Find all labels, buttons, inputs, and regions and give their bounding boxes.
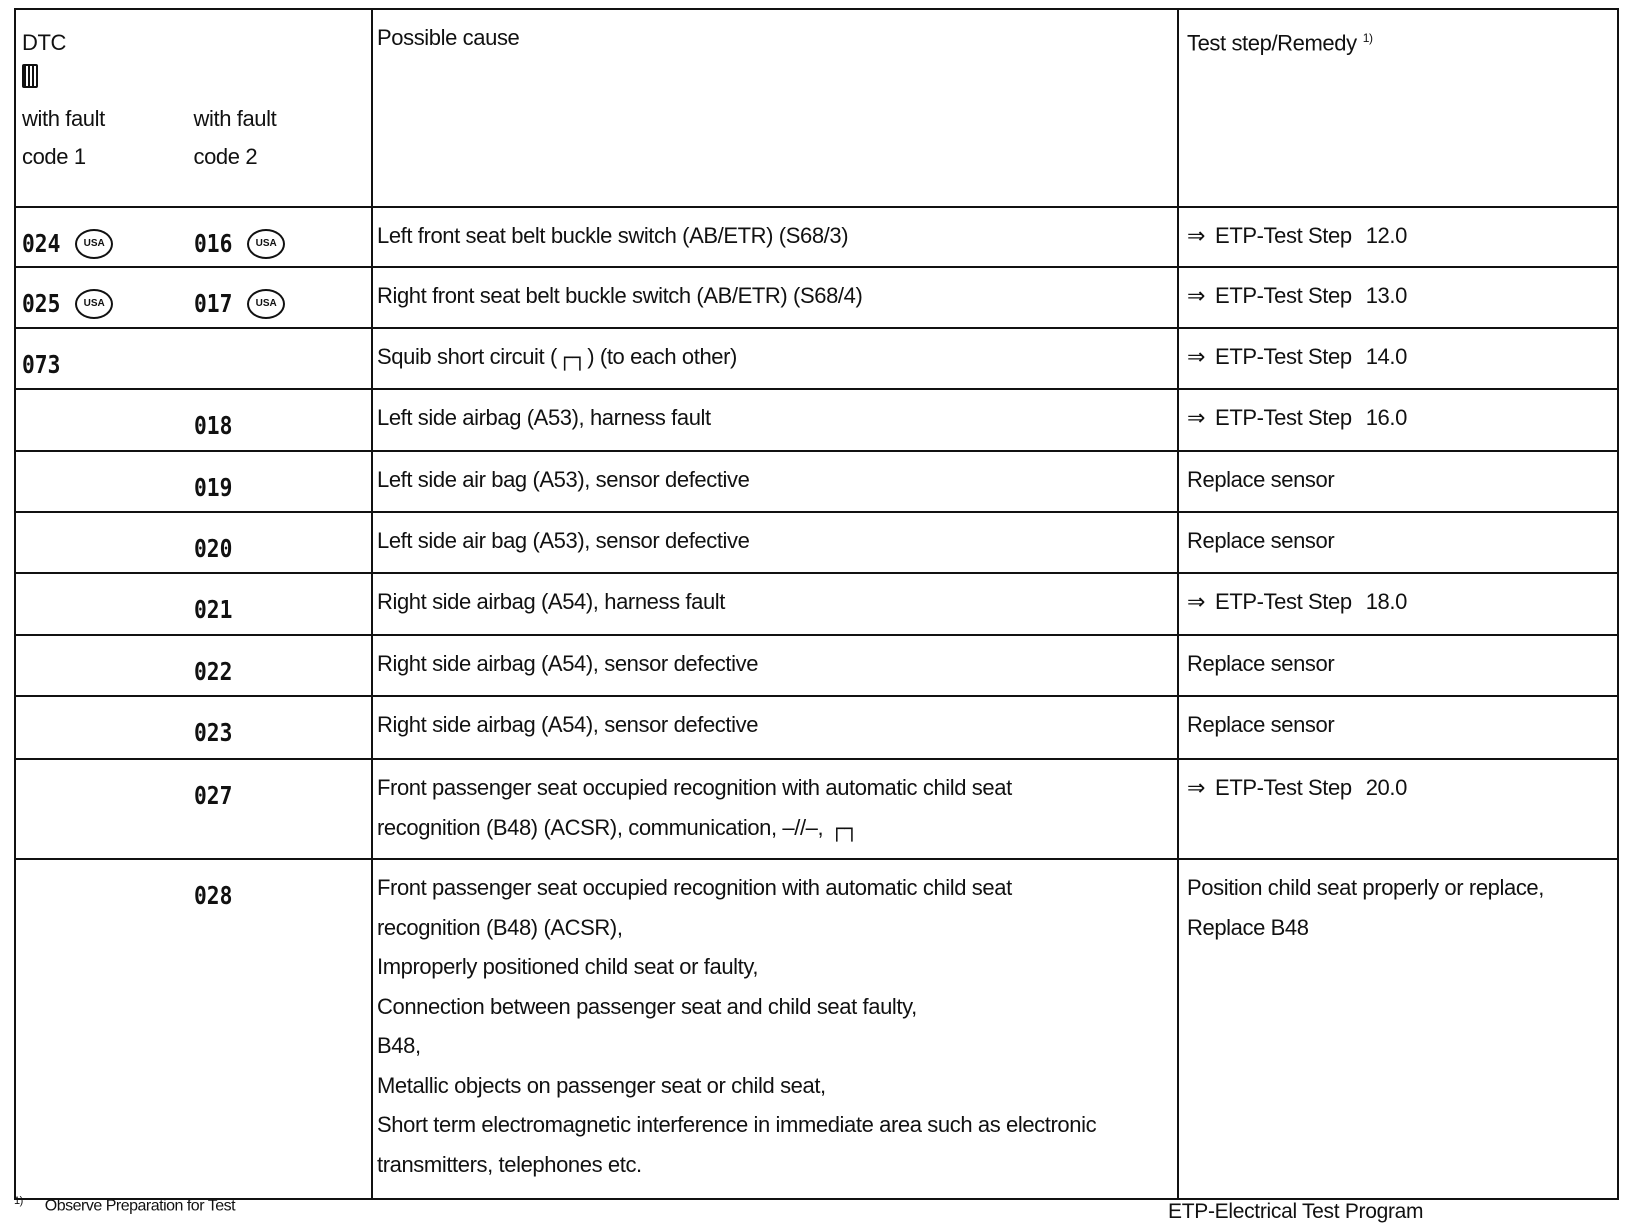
dtc-cell [15,207,372,267]
fault-code-2 [194,224,366,264]
cause-text: Right front seat belt buckle switch (AB/ETR) (S68/4) [377,283,863,308]
table-row [15,389,1618,451]
header-test-step-label: Test step/Remedy [1187,30,1357,56]
fault-code-2 [194,776,366,816]
header-possible-cause [372,9,1178,207]
table-row [15,635,1618,696]
remedy-text: ETP-Test Step [1215,405,1352,430]
footnote-number: 1) [14,1195,23,1207]
possible-cause-cell [372,573,1178,635]
header-dtc: DTC [22,30,67,55]
dtc-table [14,8,1619,1200]
cause-text: Left front seat belt buckle switch (AB/ETR) (S68/3) [377,223,849,248]
possible-cause-cell [372,635,1178,696]
cause-text: recognition (B48) (ACSR), communication, –//–, ┌┐ [377,814,860,840]
remedy-cell [1178,207,1618,267]
cause-text: Front passenger seat occupied recognition with automatic child seat [377,775,1012,800]
remedy-cell [1178,635,1618,696]
possible-cause-cell [372,451,1178,512]
dtc-code: 023 [194,718,233,747]
dtc-code: 024 [22,229,61,258]
fault-code-2 [194,652,366,692]
remedy-cell [1178,696,1618,759]
legend-etp: ETP-Electrical Test Program [1168,1200,1424,1223]
header-test-step [1178,9,1618,207]
usa-badge-icon: USA [75,229,113,259]
test-step-number: 12.0 [1365,223,1407,248]
fault-code-2 [194,468,366,508]
remedy-text: ETP-Test Step [1215,223,1352,248]
remedy-text: ETP-Test Step [1215,589,1352,614]
remedy-text: Replace sensor [1187,712,1335,737]
fault-code-2 [194,345,366,385]
usa-badge-icon: USA [75,289,113,319]
possible-cause-cell [372,328,1178,389]
footnote-text: Observe Preparation for Test [44,1197,236,1215]
fault-code-2 [194,529,366,569]
remedy-cell [1178,328,1618,389]
dtc-code: 022 [194,657,233,686]
possible-cause-cell [372,207,1178,267]
fault-code-1 [22,713,194,753]
cause-text: Connection between passenger seat and child seat faulty, [377,993,917,1019]
remedy-text: Position child seat properly or replace, [1187,875,1544,900]
cause-text: Right side airbag (A54), sensor defective [377,651,759,676]
cause-text: Front passenger seat occupied recognition with automatic child seat [377,875,1012,900]
possible-cause-cell [372,696,1178,759]
dtc-cell [15,696,372,759]
dtc-code: 016 [194,229,233,258]
fault-code-1 [22,468,194,508]
possible-cause-cell [372,859,1178,1199]
remedy-cell [1178,573,1618,635]
dtc-cell [15,759,372,859]
cause-text: Short term electromagnetic interference in immediate area such as electronic [377,1112,1097,1137]
fault-code-1 [22,284,194,324]
dtc-code: 017 [194,289,233,318]
fault-code-1 [22,529,194,569]
dtc-code: 028 [194,881,233,910]
dtc-cell [15,389,372,451]
footnote [14,1195,235,1215]
dtc-cell [15,512,372,573]
header-fault-code-2-line2: code 2 [193,144,258,169]
test-step-number: 20.0 [1365,775,1407,800]
dtc-code: 073 [22,350,61,379]
fault-code-2 [194,876,366,916]
dtc-code: 019 [194,473,233,502]
fault-code-1 [22,345,194,385]
dtc-code: 021 [194,595,233,624]
table-row [15,573,1618,635]
remedy-text: Replace sensor [1187,651,1335,676]
usa-badge-icon: USA [247,229,285,259]
test-step-number: 14.0 [1365,344,1407,369]
dtc-cell [15,451,372,512]
header-fault-code-2-line1: with fault [193,106,277,131]
fault-code-1 [22,590,194,630]
cause-text: Left side air bag (A53), sensor defective [377,528,750,553]
table-row [15,267,1618,328]
test-step-number: 13.0 [1365,283,1407,308]
fault-code-1 [22,652,194,692]
cause-text: Right side airbag (A54), sensor defective [377,712,759,737]
dtc-cell [15,328,372,389]
remedy-cell [1178,389,1618,451]
arrow-right-icon: ⇒ [1187,775,1206,800]
fault-code-2 [194,406,366,446]
remedy-text: Replace B48 [1187,914,1309,940]
arrow-right-icon: ⇒ [1187,405,1206,430]
cause-text: Improperly positioned child seat or faulty, [377,954,759,979]
arrow-right-icon: ⇒ [1187,283,1206,308]
remedy-text: ETP-Test Step [1215,775,1352,800]
table-row [15,512,1618,573]
fault-code-2 [194,713,366,753]
fault-code-1 [22,224,194,264]
header-fault-code-1 [22,100,194,176]
fault-code-1 [22,776,194,816]
remedy-text: Replace sensor [1187,467,1335,492]
remedy-cell [1178,512,1618,573]
remedy-text: Replace sensor [1187,528,1335,553]
remedy-text: ETP-Test Step [1215,344,1352,369]
cause-text: Left side airbag (A53), harness fault [377,405,711,430]
table-row [15,696,1618,759]
header-fault-code-1-line1: with fault [22,106,105,131]
cause-text: recognition (B48) (ACSR), [377,914,623,940]
header-dtc-cell [15,9,372,207]
table-header-row [15,9,1618,207]
test-step-number: 16.0 [1365,405,1407,430]
diagnostic-tester-icon [22,64,38,88]
cause-text: B48, [377,1033,421,1058]
dtc-cell [15,573,372,635]
dtc-code: 020 [194,534,233,563]
possible-cause-cell [372,512,1178,573]
header-fault-code-1-line2: code 1 [22,144,86,169]
remedy-cell [1178,451,1618,512]
table-row [15,328,1618,389]
table-row [15,859,1618,1199]
possible-cause-cell [372,759,1178,859]
cause-text: Squib short circuit (┌┐) (to each other) [377,344,737,369]
usa-badge-icon: USA [247,289,285,319]
fault-code-2 [194,590,366,630]
possible-cause-cell [372,267,1178,328]
arrow-right-icon: ⇒ [1187,223,1206,248]
arrow-right-icon: ⇒ [1187,344,1206,369]
cause-text: Right side airbag (A54), harness fault [377,589,725,614]
fault-code-1 [22,406,194,446]
dtc-code: 027 [194,781,233,810]
dtc-cell [15,635,372,696]
possible-cause-cell [372,389,1178,451]
dtc-cell [15,267,372,328]
header-fault-code-2 [194,100,366,176]
header-possible-cause-label: Possible cause [377,25,520,50]
test-step-number: 18.0 [1365,589,1407,614]
remedy-text: ETP-Test Step [1215,283,1352,308]
remedy-cell [1178,859,1618,1199]
arrow-right-icon: ⇒ [1187,589,1206,614]
cause-text: Left side air bag (A53), sensor defective [377,467,750,492]
remedy-cell [1178,267,1618,328]
dtc-code: 025 [22,289,61,318]
cause-text: Metallic objects on passenger seat or child seat, [377,1072,826,1098]
remedy-cell [1178,759,1618,859]
dtc-cell [15,859,372,1199]
footnote-marker: 1) [1362,31,1373,45]
table-row [15,759,1618,859]
fault-code-2 [194,284,366,324]
fault-code-1 [22,876,194,916]
dtc-code: 018 [194,411,233,440]
cause-text: transmitters, telephones etc. [377,1151,642,1177]
table-row [15,451,1618,512]
table-row [15,207,1618,267]
